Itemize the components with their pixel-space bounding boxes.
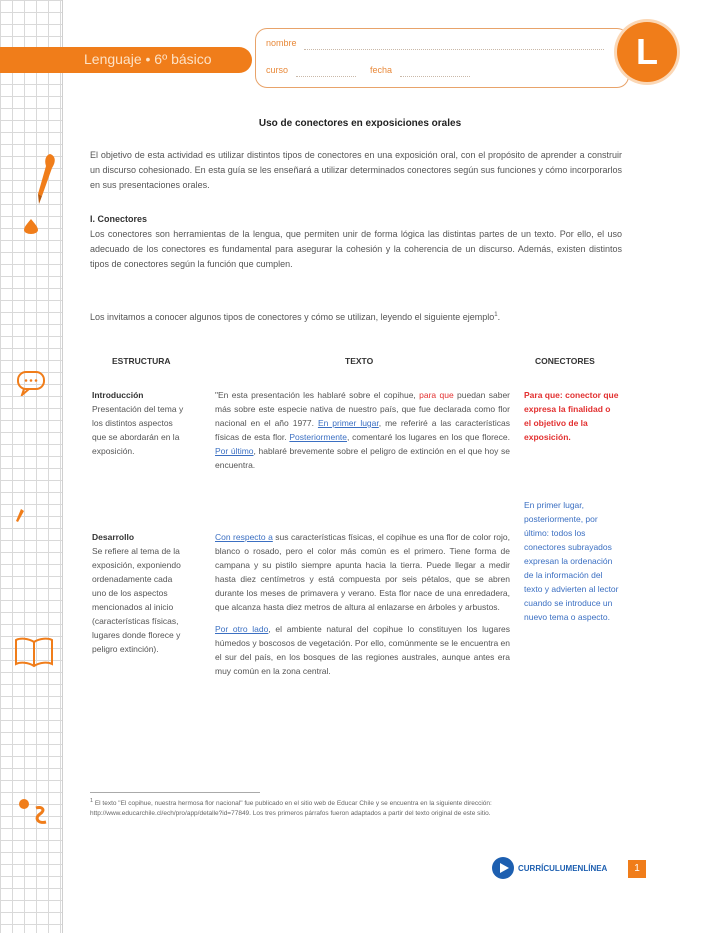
student-info-box — [255, 28, 629, 88]
header-estructura: ESTRUCTURA — [112, 356, 171, 366]
connector-en-primer-lugar: En primer lugar — [317, 418, 379, 428]
invite-text: Los invitamos a conocer algunos tipos de conectores y cómo se utilizan, leyendo el siguiente ejemplo — [90, 312, 495, 322]
text-intro — [215, 388, 510, 472]
drop-icon — [22, 218, 40, 234]
structure-desarrollo-text: Se refiere al tema de la exposición, exponiendo ordenadamente cada uno de los aspectos mencionados al inicio (características físicas, lugares donde florece y peligro extinción). — [92, 546, 181, 654]
music-note-icon — [16, 796, 56, 828]
connector-note-blue: En primer lugar, posteriormente, por último: todos los conectores subrayados expresan la ordenación de la información del texto y advierten al lector cuando se introduce un nuevo tema o aspecto. — [524, 500, 619, 622]
page-title: Uso de conectores en exposiciones orales — [258, 118, 462, 129]
connector-por-ultimo: Por último — [215, 446, 254, 456]
margin-edge — [62, 0, 63, 933]
structure-desarrollo-title: Desarrollo — [92, 532, 135, 542]
curriculum-logo[interactable] — [492, 857, 607, 879]
speech-bubble-icon — [16, 370, 46, 396]
curso-line[interactable] — [296, 76, 356, 77]
text-desarrollo-part: sus características físicas, el copihue es una flor de color rojo, blanco o rosado, pero el color más común es el primero. Tiene forma de campana y su pistilo siempre apunta hacia la tierra. Puede llegar a medir hasta diez centímetros y está compuesta por seis pétalos, que se abren durante los meses de primavera y verano. Esta flor nace de una enredadera, que alcanza hasta diez metros de altura al enlazarse en árboles y arbustos. — [215, 532, 510, 612]
subject-label: Lenguaje • 6º básico — [84, 51, 212, 67]
invite-paragraph: Los invitamos a conocer algunos tipos de conectores y cómo se utilizan, leyendo el siguiente ejemplo$^1$. — [90, 312, 501, 322]
header-conectores: CONECTORES — [535, 356, 595, 366]
structure-intro-title: Introducción — [92, 390, 144, 400]
small-pencil-icon — [14, 508, 26, 524]
text-desarrollo-part: , el ambiente natural del copihue lo constituyen los lugares húmedos y boscosos de vegetación. Por ello, comúnmente se le encuentra en el sur del país, en los bosques de las regiones australes, aunque antes era muy común en la zona central. — [215, 624, 510, 676]
text-intro-part: , comentaré los lugares en los que florece. — [347, 432, 511, 442]
structure-intro-text: Presentación del tema y los distintos aspectos que se abordarán en la exposición. — [92, 404, 184, 456]
connector-para-que: para que — [419, 390, 454, 400]
structure-desarrollo — [92, 530, 184, 656]
footnote — [90, 796, 622, 819]
footnote-text: El texto "El copihue, nuestra hermosa flor nacional" fue publicado en el sitio web de Educar Chile y se encuentra en la siguiente dirección: http://www.educarchile.cl/ech/pro/app/detalle?id=77849. Los tres primeros párrafos fueron adaptados a partir del texto original de este sitio. — [90, 800, 492, 818]
subject-logo: L — [617, 22, 677, 82]
nombre-line[interactable] — [304, 49, 604, 50]
text-intro-part: puedan saber más sobre este especie nativa de nuestro país, que fue declarada como flor nacional en el año 1977. — [215, 390, 511, 428]
text-desarrollo — [215, 530, 510, 678]
section-text: Los conectores son herramientas de la lengua, que permiten unir de forma lógica las distintas partes de un texto. Por ello, el uso adecuado de los conectores es fundamental para asegurar la cohesión y la coherencia de un discurso. Además, existen distintos tipos de conectores según la función que cumplen. — [90, 229, 622, 269]
play-icon — [492, 857, 514, 879]
structure-intro — [92, 388, 184, 458]
text-intro-part: , hablaré brevemente sobre el peligro de extinción en el que hoy se encuentra. — [215, 446, 510, 470]
header-texto: TEXTO — [345, 356, 374, 366]
book-icon — [14, 636, 54, 668]
footnote-number: 1 — [90, 798, 94, 804]
footnote-rule — [90, 792, 260, 793]
fecha-line[interactable] — [400, 76, 470, 77]
pencil-icon — [32, 152, 58, 210]
section-title: I. Conectores — [90, 214, 148, 224]
curso-label: curso — [266, 65, 289, 75]
nombre-label: nombre — [266, 38, 297, 48]
connector-por-otro-lado: Por otro lado — [215, 624, 269, 634]
grid-margin — [0, 0, 62, 933]
connector-con-respecto-a: Con respecto a — [215, 532, 273, 542]
brand-name: CURRÍCULUMENLÍNEA — [518, 863, 608, 873]
section-conectores — [90, 212, 622, 272]
connector-posteriormente: Posteriormente — [289, 432, 348, 442]
page-number: 1 — [628, 860, 646, 878]
intro-paragraph: El objetivo de esta actividad es utilizar distintos tipos de conectores en una exposición oral, con el propósito de aprender a construir un discurso cohesionado. En esta guía se les enseñará a utilizar determinados conectores según sus funciones y cómo incorporarlos en sus presentaciones orales. — [90, 150, 622, 190]
invite-footnote-ref[interactable]: 1 — [494, 312, 498, 318]
text-intro-part: , me referiré a las características físicas de esta flor. — [215, 418, 510, 442]
text-intro-part: "En esta presentación les hablaré sobre el copihue, — [215, 390, 420, 400]
connector-note-red: Para que: conector que expresa la finalidad o el objetivo de la exposición. — [524, 390, 619, 442]
fecha-label: fecha — [370, 65, 393, 75]
